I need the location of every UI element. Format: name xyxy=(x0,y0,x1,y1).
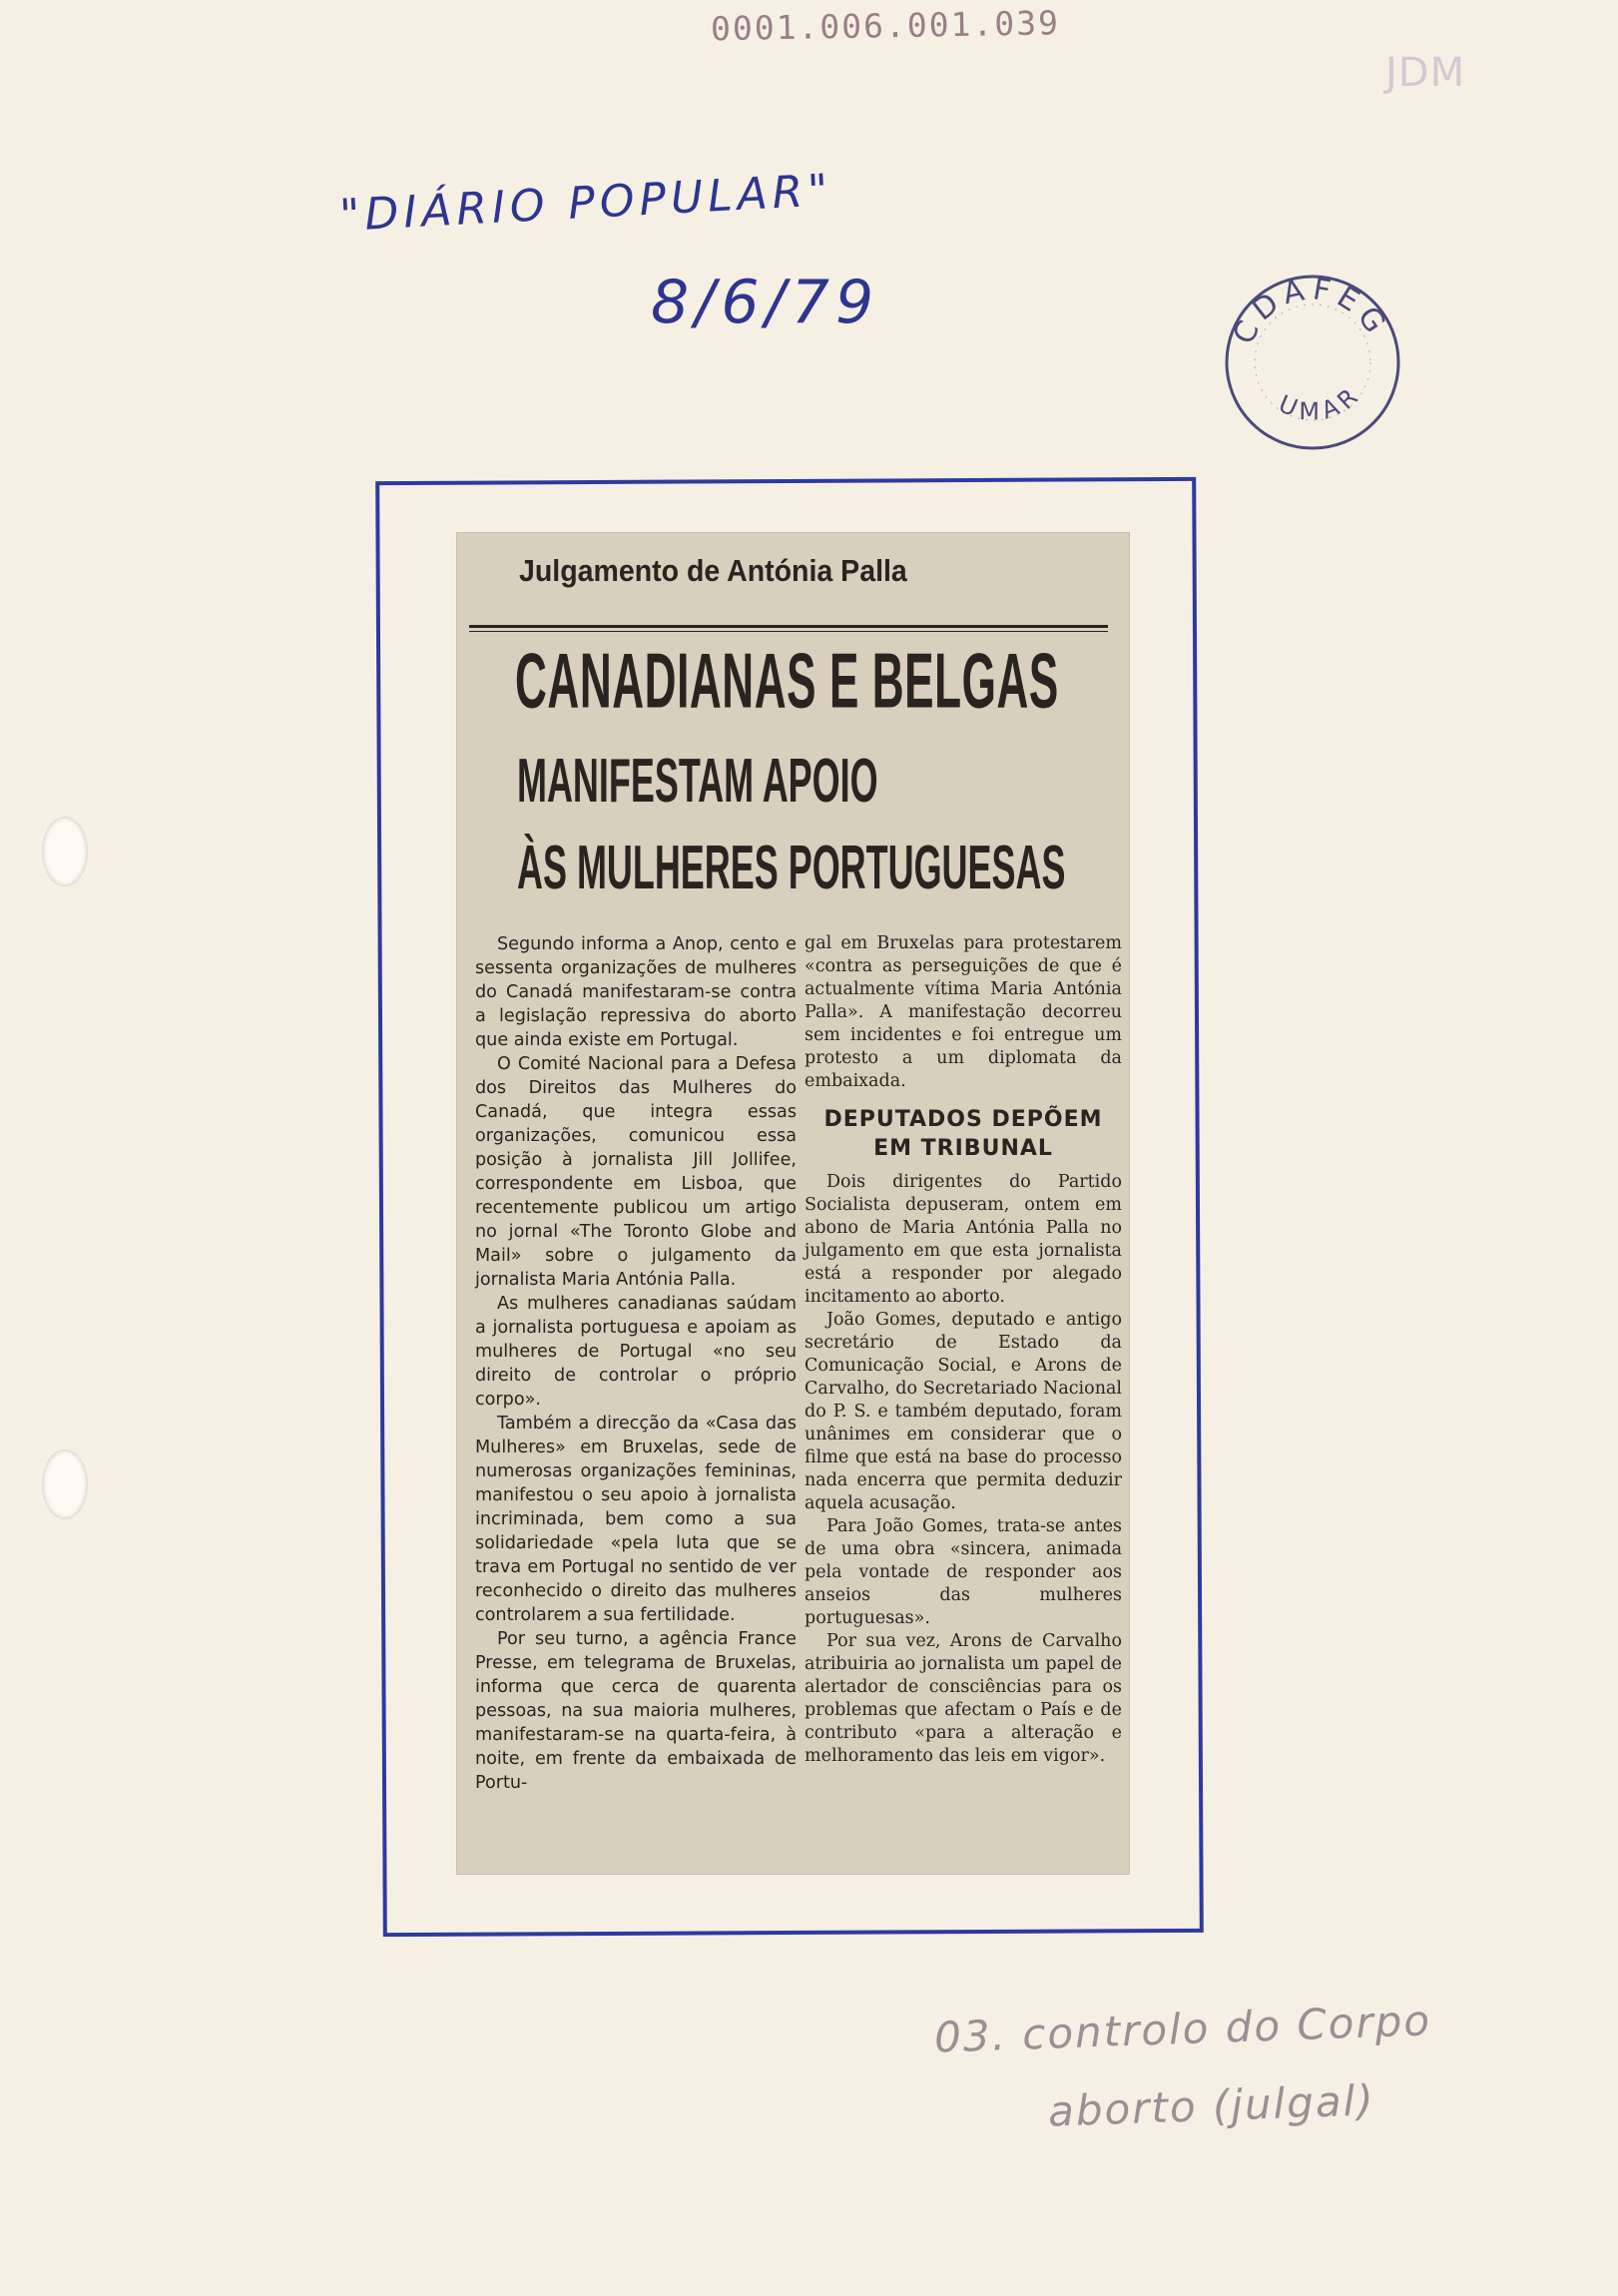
article-paragraph: gal em Bruxelas para protestarem «contra as perseguições de que é actualmente vítima Maria Antónia Palla». A manifestação decorreu sem incidentes e foi entregue um protesto a um diplomata da embaixada. xyxy=(805,933,1122,1091)
article-right-column xyxy=(805,932,1122,1768)
headline-line-1: CANADIANAS E BELGAS xyxy=(515,637,1059,725)
article-subhead: DEPUTADOS DEPÕEM EM TRIBUNAL xyxy=(823,1107,1103,1161)
handwritten-category-note: aborto (julgal) xyxy=(1047,2075,1376,2136)
article-paragraph: As mulheres canadianas saúdam a jornalista portuguesa e apoiam as mulheres de Portugal «no seu direito de controlar o próprio corpo». xyxy=(475,1294,797,1410)
handwritten-source: "DIÁRIO POPULAR" xyxy=(338,165,834,242)
article-paragraph: Também a direcção da «Casa das Mulheres» em Bruxelas, sede de numerosas organizações femininas, manifestou o seu apoio à jornalista incriminada, bem como a sua solidariedade «pela luta que se trava em Portugal no sentido de ver reconhecido o direito das mulheres controlarem a sua fertilidade. xyxy=(475,1414,797,1625)
stamp-bottom-text: UMAR xyxy=(1274,378,1368,426)
archive-stamp-icon xyxy=(1218,268,1407,457)
article-left-column xyxy=(475,932,797,1795)
newspaper-clipping xyxy=(456,532,1130,1875)
archivist-initials: JDM xyxy=(1385,50,1466,96)
article-paragraph: Segundo informa a Anop, cento e sessenta organizações de mulheres do Canadá manifestaram-se contra a legislação repressiva do aborto que ainda existe em Portugal. xyxy=(475,934,797,1050)
punch-hole xyxy=(42,1449,88,1519)
archive-code: 0001.006.001.039 xyxy=(710,3,1061,49)
article-paragraph: João Gomes, deputado e antigo secretário de Estado da Comunicação Social, e Arons de Carvalho, do Secretariado Nacional do P. S. e também deputado, foram unânimes em considerar que o filme que está na base do processo nada encerra que permita deduzir aquela acusação. xyxy=(805,1310,1122,1513)
header-rule xyxy=(469,625,1108,628)
article-paragraph: Para João Gomes, trata-se antes de uma obra «sincera, animada pela vontade de responder aos anseios das mulheres portuguesas». xyxy=(805,1516,1122,1628)
punch-hole xyxy=(42,817,88,886)
article-paragraph: Por sua vez, Arons de Carvalho atribuiria ao jornalista um papel de alertador de consciências para os problemas que afectam o País e de contributo «para a alteração e melhoramento das leis em vigor». xyxy=(805,1631,1122,1766)
handwritten-date: 8/6/79 xyxy=(651,268,880,337)
article-kicker: Julgamento de Antónia Palla xyxy=(519,553,907,588)
header-rule xyxy=(469,631,1108,632)
stamp-top-text: CDAFEG xyxy=(1226,272,1396,350)
headline-line-3: ÀS MULHERES PORTUGUESAS xyxy=(517,834,1066,902)
handwritten-category-note: 03. controlo do Corpo xyxy=(933,1996,1432,2062)
article-paragraph: O Comité Nacional para a Defesa dos Direitos das Mulheres do Canadá, que integra essas organizações, comunicou essa posição à jornalista Jill Jollifee, correspondente em Lisboa, que recentemente publicou um artigo no jornal «The Toronto Globe and Mail» sobre o julgamento da jornalista Maria Antónia Palla. xyxy=(475,1054,797,1290)
headline-line-2: MANIFESTAM APOIO xyxy=(517,747,878,816)
article-paragraph: Dois dirigentes do Partido Socialista depuseram, ontem em abono de Maria Antónia Palla no julgamento em que esta jornalista está a responder por alegado incitamento ao aborto. xyxy=(805,1172,1122,1307)
article-paragraph: Por seu turno, a agência France Presse, em telegrama de Bruxelas, informa que cerca de quarenta pessoas, na sua maioria mulheres, manifestaram-se na quarta-feira, à noite, em frente da embaixada de Portu- xyxy=(475,1629,797,1793)
